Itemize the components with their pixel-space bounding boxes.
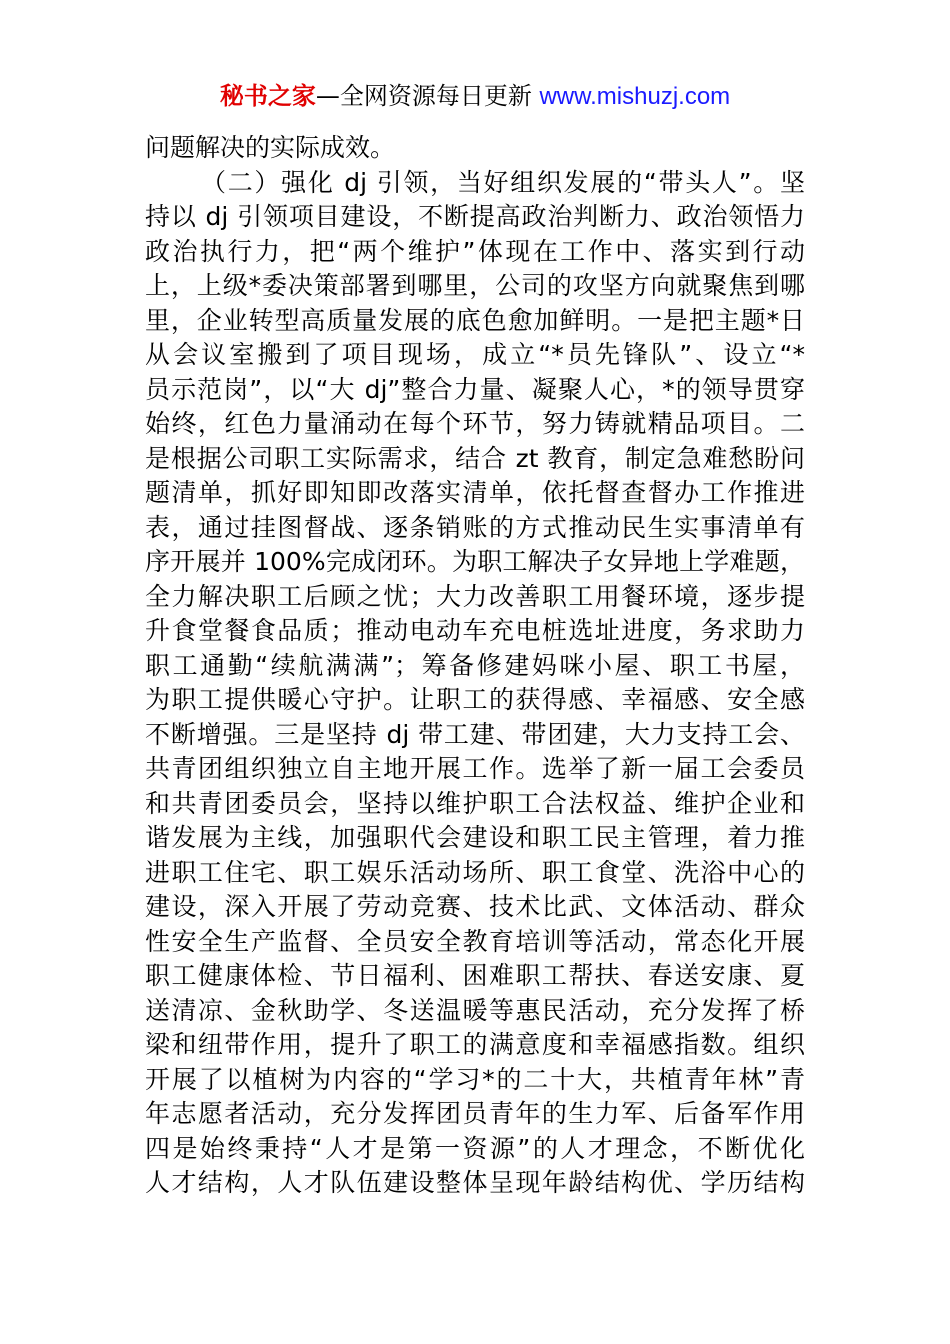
text-line: 和共青团委员会，坚持以维护职工合法权益、维护企业和 (145, 788, 805, 818)
text-line: 员示范岗”，以“大 dj”整合力量、凝聚人心，*的领导贯穿 (145, 374, 805, 404)
site-header (0, 80, 950, 113)
site-url-link[interactable]: www.mishuzj.com (539, 83, 731, 110)
text-line: 性安全生产监督、全员安全教育培训等活动，常态化开展 (145, 926, 805, 956)
text-line: 表，通过挂图督战、逐条销账的方式推动民生实事清单有 (145, 512, 805, 542)
text-line: 为职工提供暖心守护。让职工的获得感、幸福感、安全感 (145, 685, 805, 714)
text-line: 进职工住宅、职工娱乐活动场所、职工食堂、洗浴中心的 (145, 857, 805, 887)
document-body (145, 131, 805, 1201)
text-line: 职工通勤“续航满满”；筹备修建妈咪小屋、职工书屋， (145, 650, 805, 680)
text-line: 年志愿者活动，充分发挥团员青年的生力军、后备军作用 (145, 1099, 805, 1128)
text-line: 政治执行力，把“两个维护”体现在工作中、落实到行动 (145, 236, 805, 266)
text-line: 四是始终秉持“人才是第一资源”的人才理念，不断优化 (145, 1133, 805, 1163)
text-line: 谐发展为主线，加强职代会建设和职工民主管理，着力推 (145, 823, 805, 852)
text-line: 建设，深入开展了劳动竞赛、技术比武、文体活动、群众 (145, 892, 805, 921)
text-line: 送清凉、金秋助学、冬送温暖等惠民活动，充分发挥了桥 (145, 995, 805, 1025)
text-line: 梁和纽带作用，提升了职工的满意度和幸福感指数。组织 (145, 1030, 805, 1059)
text-line: 持以 dj 引领项目建设，不断提高政治判断力、政治领悟力 (145, 202, 805, 231)
text-line: 序开展并 100%完成闭环。为职工解决子女异地上学难题， (145, 547, 805, 576)
text-line: 是根据公司职工实际需求，结合 zt 教育，制定急难愁盼问 (145, 443, 805, 473)
text-line: 全力解决职工后顾之忧；大力改善职工用餐环境，逐步提 (145, 581, 805, 611)
text-line: 始终，红色力量涌动在每个环节，努力铸就精品项目。二 (145, 409, 805, 438)
text-line: 题清单，抓好即知即改落实清单，依托督查督办工作推进 (145, 478, 805, 507)
text-line: 问题解决的实际成效。 (145, 133, 396, 162)
text-line: （二）强化 dj 引领，当好组织发展的“带头人”。坚 (201, 167, 805, 197)
site-tagline: —全网资源每日更新 (315, 82, 540, 110)
text-line: 升食堂餐食品质；推动电动车充电桩选址进度，务求助力 (145, 616, 805, 645)
text-line: 不断增强。三是坚持 dj 带工建、带团建，大力支持工会、 (145, 719, 805, 749)
text-line: 人才结构，人才队伍建设整体呈现年龄结构优、学历结构 (145, 1168, 805, 1197)
text-line: 从会议室搬到了项目现场，成立“*员先锋队”、设立“* (145, 340, 805, 369)
text-line: 共青团组织独立自主地开展工作。选举了新一届工会委员 (145, 754, 805, 783)
text-line: 开展了以植树为内容的“学习*的二十大，共植青年林”青 (145, 1064, 805, 1094)
text-line: 里，企业转型高质量发展的底色愈加鲜明。一是把主题*日 (145, 305, 805, 335)
site-brand: 秘书之家 (219, 82, 316, 110)
text-line: 上，上级*委决策部署到哪里，公司的攻坚方向就聚焦到哪 (145, 271, 805, 300)
text-line: 职工健康体检、节日福利、困难职工帮扶、春送安康、夏 (145, 961, 805, 990)
